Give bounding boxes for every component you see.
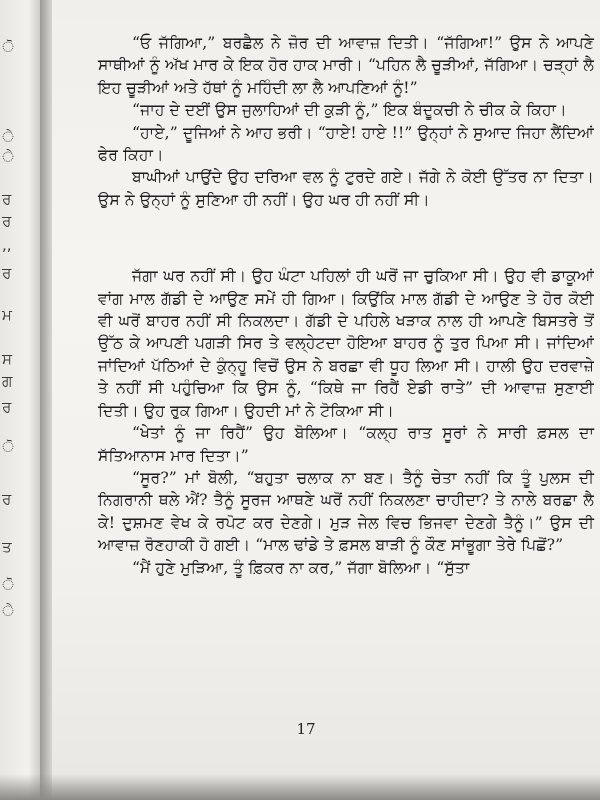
paragraph: “ਓ ਜੱਗਿਆ,” ਬਰਛੈਲ ਨੇ ਜ਼ੋਰ ਦੀ ਆਵਾਜ਼ ਦਿਤੀ। “ਜੱਗਿਆ!” ਉਸ ਨੇ ਆਪਣੇ ਸਾਥੀਆਂ ਨੂੰ ਅੱਖ ਮਾਰ ਕੇ ਇਕ ਹੋਰ ਹਾਕ ਮਾਰੀ। “ਪਹਿਨ ਲੈ ਚੂੜੀਆਂ, ਜੱਗਿਆ। ਚੜ੍ਹਾਂ ਲੈ ਇਹ ਚੂੜੀਆਂ ਅਤੇ ਹੱਥਾਂ ਨੂੰ ਮਹਿੰਦੀ ਲਾ ਲੈ ਆਪਣਿਆਂ ਨੂੰ!” xyxy=(98,34,594,97)
left-page-char: ਰ xyxy=(2,490,12,508)
left-page-char: ੇ xyxy=(2,148,15,166)
paragraph: “ਜਾਹ ਦੇ ਦਈਂ ਉਸ ਜੁਲਾਹਿਆਂ ਦੀ ਕੁੜੀ ਨੂੰ,” ਇਕ ਬੰਦੂਕਚੀ ਨੇ ਚੀਕ ਕੇ ਕਿਹਾ। xyxy=(132,101,567,120)
paragraph: “ਸੂਰ?” ਮਾਂ ਬੋਲੀ, “ਬਹੁਤਾ ਚਲਾਕ ਨਾ ਬਣ। ਤੈਨੂੰ ਚੇਤਾ ਨਹੀਂ ਕਿ ਤੂੰ ਪੁਲਸ ਦੀ ਨਿਗਰਾਨੀ ਥਲੇ ਐਂ? ਤੈਨੂੰ ਸੂਰਜ ਆਥਣੇ ਘਰੋਂ ਨਹੀਂ ਨਿਕਲਣਾ ਚਾਹੀਦਾ? ਤੇ ਨਾਲੇ ਬਰਛਾ ਲੈ ਕੇ! ਦੁਸ਼ਮਣ ਵੇਖ ਕੇ ਰਪੋਟ ਕਰ ਦੇਣਗੇ। ਮੁੜ ਜੇਲ ਵਿਚ ਭਿਜਵਾ ਦੇਣਗੇ ਤੈਨੂੰ।” ਉਸ ਦੀ ਆਵਾਜ਼ ਰੋਣਹਾਕੀ ਹੋ ਗਈ। “ਮਾਲ ਢਾਂਡੇ ਤੇ ਫ਼ਸਲ ਬਾੜੀ ਨੂੰ ਕੌਣ ਸਾਂਭੂਗਾ ਤੇਰੇ ਪਿਛੋਂ?” xyxy=(98,468,594,555)
left-page-char: ਰ xyxy=(2,398,12,416)
left-page-char: ਰ xyxy=(2,212,12,230)
left-page-char: ਮ xyxy=(2,306,12,324)
left-page-char: ਤ xyxy=(2,538,12,556)
left-page-char: ੋ xyxy=(2,438,15,456)
bottom-shadow xyxy=(0,774,600,800)
paragraph: ਜੱਗਾ ਘਰ ਨਹੀਂ ਸੀ। ਉਹ ਘੰਟਾ ਪਹਿਲਾਂ ਹੀ ਘਰੋਂ ਜਾ ਚੁਕਿਆ ਸੀ। ਉਹ ਵੀ ਡਾਕੂਆਂ ਵਾਂਗ ਮਾਲ ਗੱਡੀ ਦੇ ਆਉਣ ਸਮੇਂ ਹੀ ਗਿਆ। ਕਿਉਂਕਿ ਮਾਲ ਗੱਡੀ ਦੇ ਆਉਣ ਤੇ ਹੋਰ ਕੋਈ ਵੀ ਘਰੋਂ ਬਾਹਰ ਨਹੀਂ ਸੀ ਨਿਕਲਦਾ। ਗੱਡੀ ਦੇ ਪਹਿਲੇ ਖੜਾਕ ਨਾਲ ਹੀ ਆਪਣੇ ਬਿਸਤਰੇ ਤੋਂ ਉੱਠ ਕੇ ਆਪਣੀ ਪਗੜੀ ਸਿਰ ਤੇ ਵਲ੍ਹੇਟਦਾ ਹੋਇਆ ਬਾਹਰ ਨੂੰ ਤੁਰ ਪਿਆ ਸੀ। ਜਾਂਦਿਆਂ ਜਾਂਦਿਆਂ ਪੱਠਿਆਂ ਦੇ ਕੁੰਨ੍ਹੂ ਵਿਚੋਂ ਉਸ ਨੇ ਬਰਛਾ ਵੀ ਧੂਹ ਲਿਆ ਸੀ। ਹਾਲੀ ਉਹ ਦਰਵਾਜ਼ੇ ਤੇ ਨਹੀਂ ਸੀ ਪਹੁੰਚਿਆ ਕਿ ਉਸ ਨੂੰ, “ਕਿਥੇ ਜਾ ਰਿਹੈਂ ਏਡੀ ਰਾਤੇ” ਦੀ ਆਵਾਜ਼ ਸੁਣਾਈ ਦਿਤੀ। ਉਹ ਰੁਕ ਗਿਆ। ਉਹਦੀ ਮਾਂ ਨੇ ਟੋਕਿਆ ਸੀ। xyxy=(98,267,595,420)
left-page-char: ਗ xyxy=(2,372,13,390)
left-page-edge xyxy=(0,0,40,800)
left-page-char: ੋ xyxy=(2,38,15,56)
paragraph: “ਹਾਏ,” ਦੂਜਿਆਂ ਨੇ ਆਹ ਭਰੀ। “ਹਾਏ! ਹਾਏ !!” ਉਨ੍ਹਾਂ ਨੇ ਸੁਆਦ ਜਿਹਾ ਲੈਂਦਿਆਂ ਫੇਰ ਕਿਹਾ। xyxy=(98,123,594,165)
left-page-char: ੇ xyxy=(2,128,15,146)
left-page-char: ,, xyxy=(2,236,12,254)
paragraph: “ਮੈਂ ਹੁਣੇ ਮੁੜਿਆ, ਤੂੰ ਫ਼ਿਕਰ ਨਾ ਕਰ,” ਜੱਗਾ ਬੋਲਿਆ। “ਸੁੱਤਾ xyxy=(132,558,470,577)
paragraph: ਬਾਘੀਆਂ ਪਾਉਂਦੇ ਉਹ ਦਰਿਆ ਵਲ ਨੂੰ ਟੁਰਦੇ ਗਏ। ਜੱਗੇ ਨੇ ਕੋਈ ਉੱਤਰ ਨਾ ਦਿਤਾ। ਉਸ ਨੇ ਉਨ੍ਹਾਂ ਨੂੰ ਸੁਣਿਆ ਹੀ ਨਹੀਂ। ਉਹ ਘਰ ਹੀ ਨਹੀਂ ਸੀ। xyxy=(98,168,594,209)
left-page-char: ਰ xyxy=(2,190,12,208)
page-text xyxy=(98,32,594,579)
paragraph: “ਖੇਤਾਂ ਨੂੰ ਜਾ ਰਿਹੈਂ” ਉਹ ਬੋਲਿਆ। “ਕਲ੍ਹ ਰਾਤ ਸੂਰਾਂ ਨੇ ਸਾਰੀ ਫ਼ਸਲ ਦਾ ਸੱਤਿਆਨਾਸ ਮਾਰ ਦਿਤਾ।” xyxy=(98,424,594,465)
left-page-char: ਸ xyxy=(2,350,12,368)
left-page-char: ਰ xyxy=(2,264,12,282)
left-page-char: ੇ xyxy=(2,602,15,620)
book-page xyxy=(52,0,600,800)
left-page-char: ੋ xyxy=(2,576,15,594)
page-number: 17 xyxy=(296,720,316,738)
